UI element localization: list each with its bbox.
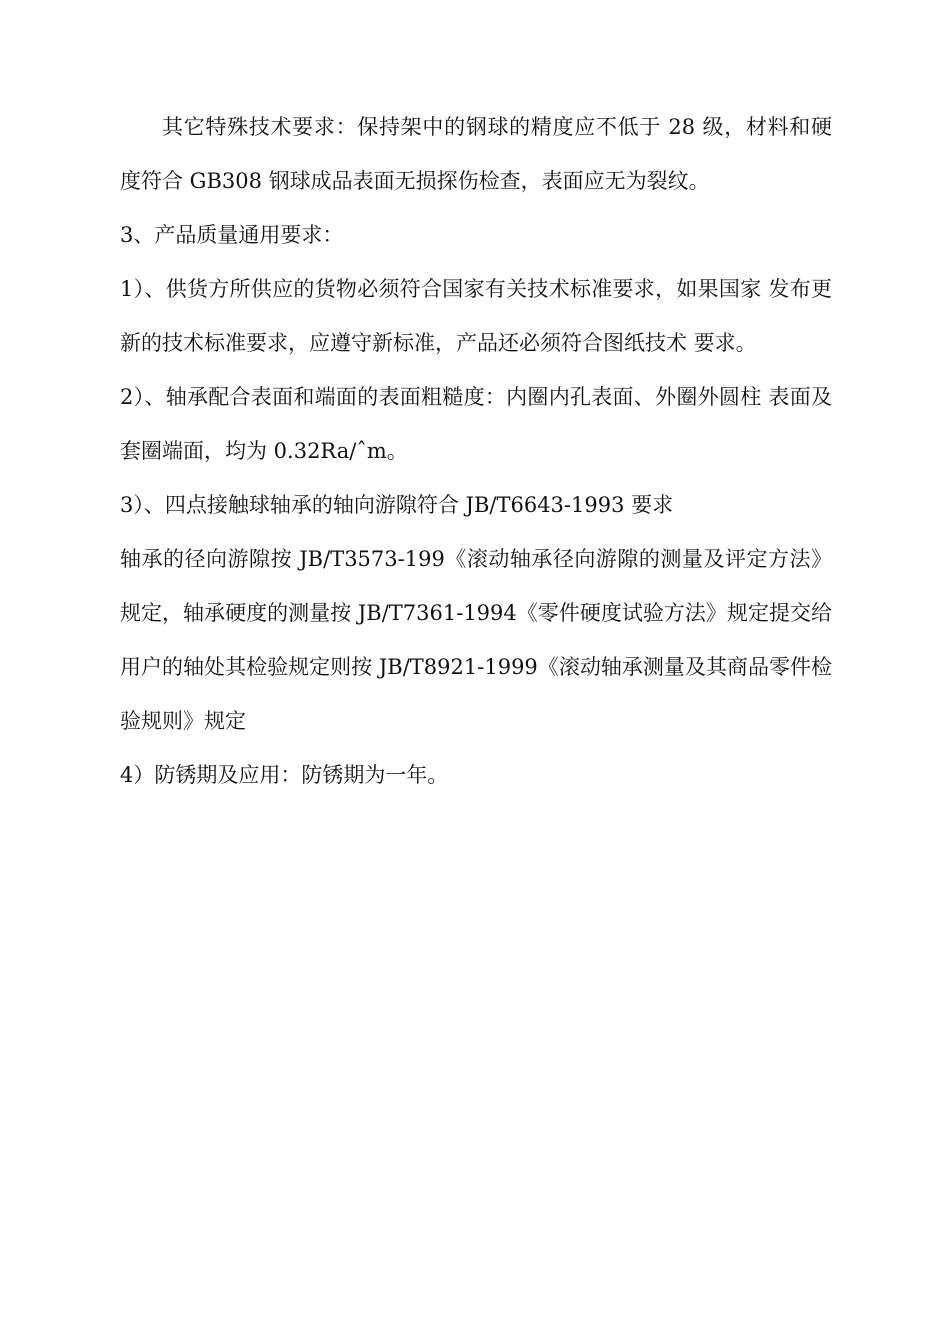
section-3-heading: 3、产品质量通用要求： [120, 223, 344, 247]
list-item-3: 3）、四点接触球轴承的轴向游隙符合 JB/T6643-1993 要求 [120, 493, 674, 517]
paragraph-other-requirements: 其它特殊技术要求：保持架中的钢球的精度应不低于 28 级，材料和硬度符合 GB308 钢球成品表面无损探伤检查，表面应无为裂纹。 [120, 115, 832, 193]
list-item-2: 2）、轴承配合表面和端面的表面粗糙度：内圈内孔表面、外圈外圆柱 表面及套圈端面，均为 0.32Ra/ˆm。 [120, 385, 832, 463]
list-item-4: 4）防锈期及应用：防锈期为一年。 [120, 763, 449, 787]
document-page [120, 100, 832, 802]
paragraph-clearance: 轴承的径向游隙按 JB/T3573-199《滚动轴承径向游隙的测量及评定方法》规定，轴承硬度的测量按 JB/T7361-1994《零件硬度试验方法》规定提交给用户的轴处其检验规定则按 JB/T8921-1999《滚动轴承测量及其商品零件检验规则》规定 [120, 547, 832, 733]
list-item-1: 1）、供货方所供应的货物必须符合国家有关技术标准要求，如果国家 发布更新的技术标准要求，应遵守新标准，产品还必须符合图纸技术 要求。 [120, 277, 832, 355]
